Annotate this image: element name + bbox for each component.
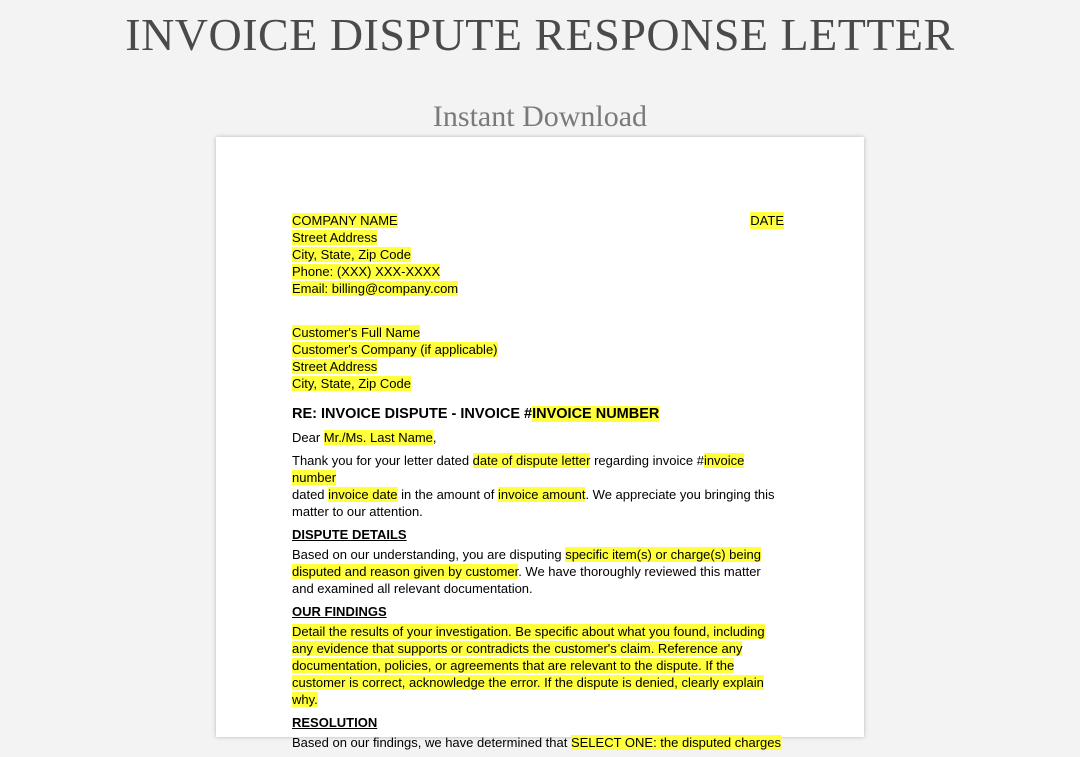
sender-block bbox=[292, 212, 784, 297]
document-page bbox=[216, 137, 864, 750]
intro-invoice-amount: invoice amount bbox=[498, 487, 586, 502]
intro-invoice-number: invoice number bbox=[292, 453, 745, 485]
dispute-disputed-items: specific item(s) or charge(s) being disputed and reason given by customer bbox=[292, 547, 761, 579]
dispute-text-2: . We have thoroughly reviewed this matter and examined all relevant documentation. bbox=[292, 564, 761, 596]
dispute-details-heading: DISPUTE DETAILS bbox=[292, 527, 407, 542]
subject-prefix: RE: INVOICE DISPUTE - INVOICE # bbox=[292, 406, 533, 422]
findings-placeholder: Detail the results of your investigation. Be specific about what you found, including any evidence that supports or contradicts the customer's claim. Reference any documentation, policies, or agreements that are relevant to the dispute. If the customer is correct, acknowledge the error. If the dispute is denied, clearly explain why. bbox=[292, 624, 765, 707]
recipient-street: Street Address bbox=[292, 359, 378, 374]
salutation bbox=[292, 429, 784, 446]
dispute-text-1: Based on our understanding, you are disputing bbox=[292, 547, 566, 562]
intro-dispute-date: date of dispute letter bbox=[472, 453, 591, 468]
intro-text-2: regarding invoice # bbox=[590, 453, 704, 468]
recipient-block bbox=[292, 324, 784, 392]
resolution-paragraph bbox=[292, 734, 784, 751]
dispute-details-paragraph bbox=[292, 546, 784, 597]
subject-invoice-number: INVOICE NUMBER bbox=[532, 406, 660, 422]
recipient-city: City, State, Zip Code bbox=[292, 376, 411, 391]
sender-street: Street Address bbox=[292, 230, 378, 245]
sender-phone: Phone: (XXX) XXX-XXXX bbox=[292, 264, 441, 279]
resolution-text-1: Based on our findings, we have determined that bbox=[292, 735, 571, 750]
intro-text-5: . We appreciate you bringing this matter to our attention. bbox=[292, 487, 775, 519]
resolution-heading: RESOLUTION bbox=[292, 715, 378, 730]
banner-subtitle: Instant Download bbox=[432, 100, 648, 133]
sender-company: COMPANY NAME bbox=[292, 213, 398, 228]
letter-body bbox=[292, 212, 784, 757]
letter-date: DATE bbox=[750, 213, 784, 228]
intro-paragraph bbox=[292, 452, 784, 520]
intro-text-3: dated bbox=[292, 487, 329, 502]
salutation-prefix: Dear bbox=[292, 430, 324, 445]
sender-email: Email: billing@company.com bbox=[292, 281, 459, 296]
recipient-name: Customer's Full Name bbox=[292, 325, 421, 340]
resolution-select-one: SELECT ONE: the disputed charges bbox=[570, 735, 782, 750]
findings-heading: OUR FINDINGS bbox=[292, 604, 387, 619]
salutation-name: Mr./Ms. Last Name bbox=[323, 430, 433, 445]
sender-city: City, State, Zip Code bbox=[292, 247, 411, 262]
banner-title: INVOICE DISPUTE RESPONSE LETTER bbox=[125, 9, 955, 60]
recipient-company: Customer's Company (if applicable) bbox=[292, 342, 498, 357]
salutation-suffix: , bbox=[432, 430, 437, 445]
findings-paragraph bbox=[292, 623, 784, 708]
intro-text-4: in the amount of bbox=[397, 487, 498, 502]
intro-text-1: Thank you for your letter dated bbox=[292, 453, 473, 468]
subject-line bbox=[292, 405, 784, 423]
intro-invoice-date: invoice date bbox=[328, 487, 398, 502]
